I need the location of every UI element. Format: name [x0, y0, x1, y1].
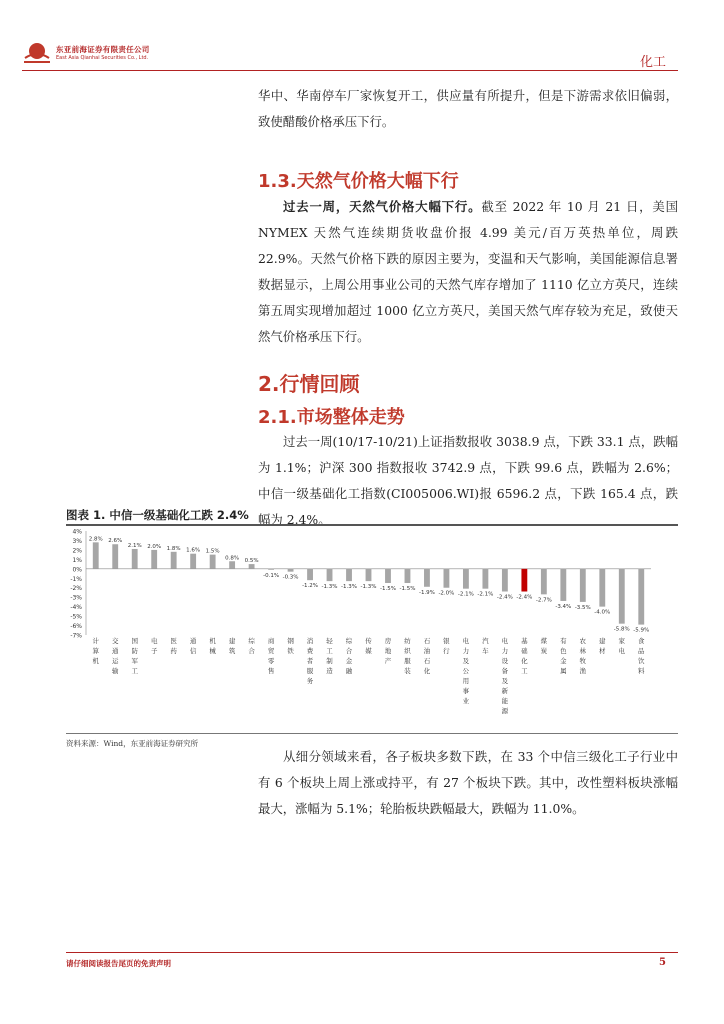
y-tick-label: -4%: [70, 604, 82, 612]
x-tick-label: 有色金属: [560, 637, 567, 675]
bar: [521, 569, 527, 592]
bar: [112, 544, 118, 569]
section-1-3-lead: 过去一周，天然气价格大幅下行。: [283, 199, 482, 214]
x-tick-label: 通信: [189, 637, 197, 655]
bar: [346, 569, 352, 581]
y-tick-label: -2%: [70, 585, 82, 593]
section-1-3-paragraph: [258, 194, 678, 350]
bar: [210, 555, 216, 569]
data-label: -1.5%: [379, 586, 396, 592]
x-tick-label: 房地产: [384, 637, 392, 665]
page-number: 5: [659, 957, 666, 968]
x-tick-label: 钢铁: [287, 637, 294, 655]
bar: [268, 569, 274, 570]
bar: [599, 569, 605, 607]
data-label: 2.8%: [88, 536, 103, 543]
section-2-title: 2.行情回顾: [258, 372, 360, 396]
bar: [463, 569, 469, 589]
header-rule: [22, 70, 678, 71]
bar: [132, 549, 138, 569]
figure-top-rule: [66, 524, 678, 526]
x-tick-label: 汽车: [482, 637, 489, 655]
bar: [366, 569, 372, 581]
figure-bottom-rule: [66, 733, 678, 734]
x-tick-label: 石油石化: [423, 637, 431, 675]
data-label: -1.9%: [418, 589, 435, 596]
y-tick-label: 1%: [72, 556, 82, 564]
x-tick-label: 电力设备及新能源: [501, 637, 509, 715]
x-tick-label: 综合金融: [345, 637, 353, 675]
bar: [93, 542, 99, 568]
data-label: -0.3%: [282, 574, 299, 581]
y-tick-label: 0%: [72, 566, 82, 574]
x-tick-label: 银行: [443, 637, 450, 655]
section-1-3-body: 截至 2022 年 10 月 21 日，美国 NYMEX 天然气连续期货收盘价报 4.99 美元/百万英热单位，周跌 22.9%。天然气价格下跌的原因主要为，变温和天气影响，美国能源信息署数据显示，上周公用事业公司的天然气库存增加了 1110 亿立方英尺，连续第五周实现增加超过 1000 亿立方英尺，美国天然气库存较为充足，致使天然气价格承压下行。: [258, 199, 679, 344]
bar: [541, 569, 547, 595]
x-tick-label: 交通运输: [111, 637, 119, 675]
bar: [249, 564, 255, 569]
x-tick-label: 纺织服装: [404, 637, 411, 675]
x-tick-label: 计算机: [92, 637, 99, 665]
x-tick-label: 商贸零售: [267, 637, 275, 675]
data-label: -1.5%: [399, 586, 416, 592]
y-tick-label: -6%: [70, 623, 82, 631]
bar: [385, 569, 391, 583]
section-1-3-title: 1.3.天然气价格大幅下行: [258, 171, 459, 192]
data-label: 2.6%: [108, 538, 123, 545]
bar: [307, 569, 313, 580]
data-label: -5.8%: [613, 626, 630, 633]
company-name-cn: 东亚前海证券有限责任公司: [56, 45, 150, 54]
bar: [190, 554, 196, 569]
data-label: -3.4%: [555, 603, 572, 610]
bar: [619, 569, 625, 624]
data-label: -4.0%: [594, 609, 611, 616]
data-label: -0.1%: [263, 572, 280, 579]
data-label: -2.4%: [516, 594, 533, 601]
x-tick-label: 食品饮料: [638, 637, 645, 675]
x-tick-label: 机械: [209, 637, 216, 655]
data-label: -1.3%: [341, 584, 358, 591]
bar: [482, 569, 488, 589]
bar: [405, 569, 411, 583]
x-tick-label: 传媒: [365, 637, 372, 655]
x-tick-label: 家电: [618, 637, 626, 655]
x-tick-label: 建筑: [228, 637, 236, 655]
x-tick-label: 综合: [248, 637, 255, 655]
x-tick-label: 消费者服务: [306, 637, 314, 685]
bar: [560, 569, 566, 601]
figure-caption: 图表 1. 中信一级基础化工跌 2.4%: [66, 508, 249, 522]
data-label: 1.5%: [205, 548, 220, 555]
bar-chart: [66, 527, 678, 731]
x-tick-label: 农林牧渔: [579, 637, 587, 675]
x-tick-label: 建材: [599, 637, 606, 655]
bar: [151, 550, 157, 569]
bar: [502, 569, 508, 592]
footer-rule: [66, 952, 678, 953]
bar: [580, 569, 586, 602]
y-tick-label: 3%: [72, 537, 82, 545]
data-label: 0.5%: [244, 558, 259, 565]
bar: [424, 569, 430, 587]
figure-source: 资料来源：Wind，东亚前海证券研究所: [66, 739, 199, 748]
y-tick-label: -5%: [70, 613, 82, 621]
y-tick-label: 4%: [72, 528, 82, 536]
data-label: -2.1%: [457, 591, 474, 598]
data-label: -2.4%: [496, 594, 513, 601]
x-tick-label: 国防军工: [131, 637, 138, 675]
closing-paragraph: [258, 744, 678, 822]
y-tick-label: -7%: [70, 632, 82, 640]
company-logo: [22, 40, 52, 66]
data-label: -2.7%: [535, 597, 552, 604]
x-tick-label: 医药: [170, 637, 177, 655]
y-tick-label: 2%: [72, 547, 82, 555]
bar: [638, 569, 644, 625]
footer-disclaimer: 请仔细阅读报告尾页的免责声明: [66, 959, 171, 968]
company-name-en: East Asia Qianhai Securities Co., Ltd.: [56, 55, 149, 61]
x-tick-label: 电力及公用事业: [462, 637, 470, 705]
data-label: 0.8%: [225, 555, 240, 562]
x-tick-label: 基础化工: [521, 637, 528, 675]
data-label: 1.8%: [166, 545, 181, 552]
data-label: -1.3%: [321, 584, 338, 591]
x-tick-label: 电子: [150, 637, 158, 655]
intro-text: 华中、华南停车厂家恢复开工，供应量有所提升，但是下游需求依旧偏弱，致使醋酸价格承压下行。: [258, 88, 678, 129]
x-tick-label: 煤炭: [540, 637, 548, 655]
data-label: 1.6%: [186, 547, 201, 554]
intro-paragraph: [258, 83, 678, 135]
data-label: -2.0%: [438, 590, 455, 597]
bar: [171, 552, 177, 569]
data-label: -5.9%: [633, 627, 650, 634]
section-2-1-body: 过去一周(10/17-10/21)上证指数报收 3038.9 点，下跌 33.1 点，跌幅为 1.1%；沪深 300 指数报收 3742.9 点，下跌 99.6 点，跌幅为 2.6%；中信一级基础化工指数(CI005006.WI)报 6596.2 点，下跌 165.4 点，跌幅为 2.4%。: [258, 434, 678, 527]
x-tick-label: 轻工制造: [326, 637, 333, 675]
data-label: -1.2%: [302, 583, 319, 590]
data-label: -3.5%: [574, 604, 591, 611]
bar: [288, 569, 294, 572]
y-tick-label: -1%: [70, 575, 82, 583]
section-2-1-title: 2.1.市场整体走势: [258, 407, 405, 428]
bar: [444, 569, 450, 588]
data-label: -1.3%: [360, 584, 377, 591]
section-tag: 化工: [639, 55, 666, 70]
section-2-1-paragraph: [258, 429, 678, 533]
y-tick-label: -3%: [70, 594, 82, 602]
closing-text: 从细分领域来看，各子板块多数下跌，在 33 个中信三级化工子行业中有 6 个板块上周上涨或持平，有 27 个板块下跌。其中，改性塑料板块涨幅最大，涨幅为 5.1%；轮胎板块跌幅最大，跌幅为 11.0%。: [258, 749, 678, 816]
data-label: 2.1%: [127, 542, 142, 549]
data-label: -2.1%: [477, 591, 494, 598]
bar: [229, 561, 235, 569]
data-label: 2.0%: [147, 543, 162, 550]
bar: [327, 569, 333, 581]
